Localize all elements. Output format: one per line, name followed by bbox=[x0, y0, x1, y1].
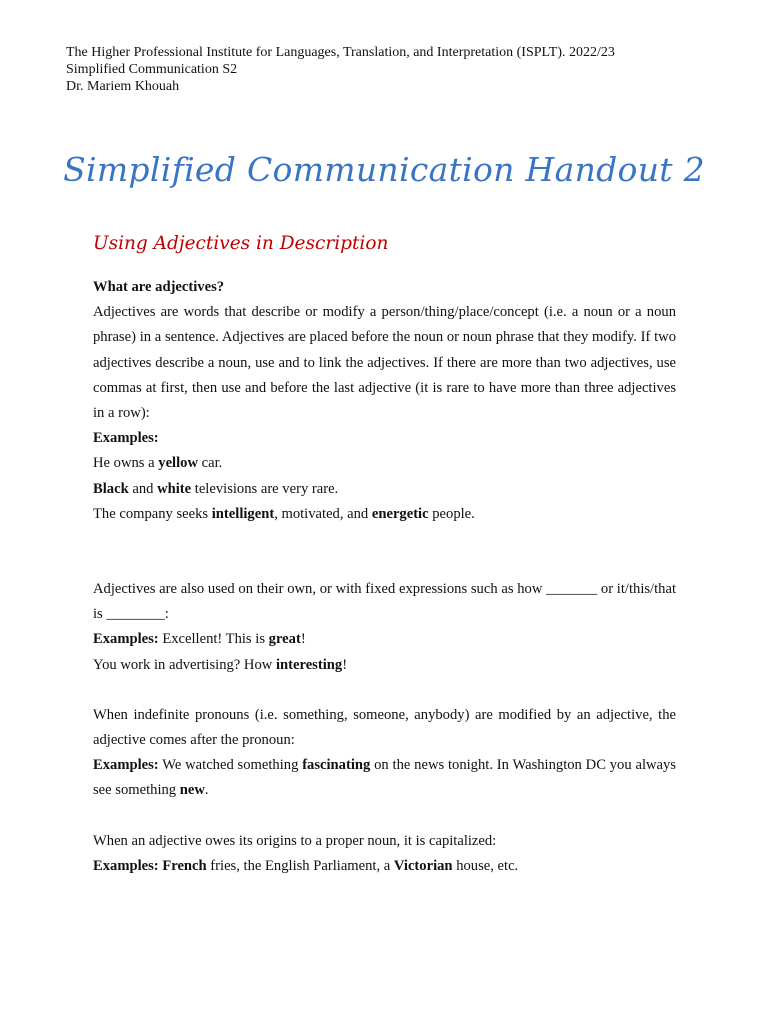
author-line: Dr. Mariem Khouah bbox=[66, 79, 180, 94]
example-line: Examples: French fries, the English Parliament, a Victorian house, etc. bbox=[93, 857, 519, 874]
definition-paragraph: Adjectives are words that describe or modify a person/thing/place/concept (i.e. a noun or a noun phrase) in a sentence. Adjectives are placed before the noun or noun phrase that they modify. If two adjectives describe a noun, use and to link the adjectives. If there are more than two adjectives, use commas at first, then use and before the last adjective (it is rare to have more than three adjectives in a row): bbox=[93, 304, 676, 422]
document-header bbox=[66, 44, 615, 95]
section-heading: Using Adjectives in Description bbox=[93, 233, 389, 254]
course-line: Simplified Communication S2 bbox=[66, 62, 238, 77]
example-line: Examples: Excellent! This is great! bbox=[93, 631, 306, 648]
question-heading: What are adjectives? bbox=[93, 279, 225, 295]
example-line: Black and white televisions are very rare. bbox=[93, 480, 339, 497]
body-content bbox=[93, 275, 676, 879]
indefinite-pronouns-paragraph: When indefinite pronouns (i.e. something, someone, anybody) are modified by an adjective, the adjective comes after the pronoun: bbox=[93, 706, 676, 749]
proper-noun-paragraph: When an adjective owes its origins to a proper noun, it is capitalized: bbox=[93, 832, 497, 849]
examples-label: Examples: bbox=[93, 430, 159, 447]
example-line: The company seeks intelligent, motivated, and energetic people. bbox=[93, 505, 475, 522]
example-line: He owns a yellow car. bbox=[93, 455, 223, 472]
page-title: Simplified Communication Handout 2 bbox=[63, 150, 705, 189]
example-line: Examples: We watched something fascinating on the news tonight. In Washington DC you always see something new. bbox=[93, 757, 676, 799]
institute-line: The Higher Professional Institute for Languages, Translation, and Interpretation (ISPLT). 2022/23 bbox=[66, 45, 615, 60]
fixed-expressions-paragraph: Adjectives are also used on their own, or with fixed expressions such as how _______ or it/this/that is ________: bbox=[93, 581, 676, 623]
example-line: You work in advertising? How interesting! bbox=[93, 656, 348, 673]
